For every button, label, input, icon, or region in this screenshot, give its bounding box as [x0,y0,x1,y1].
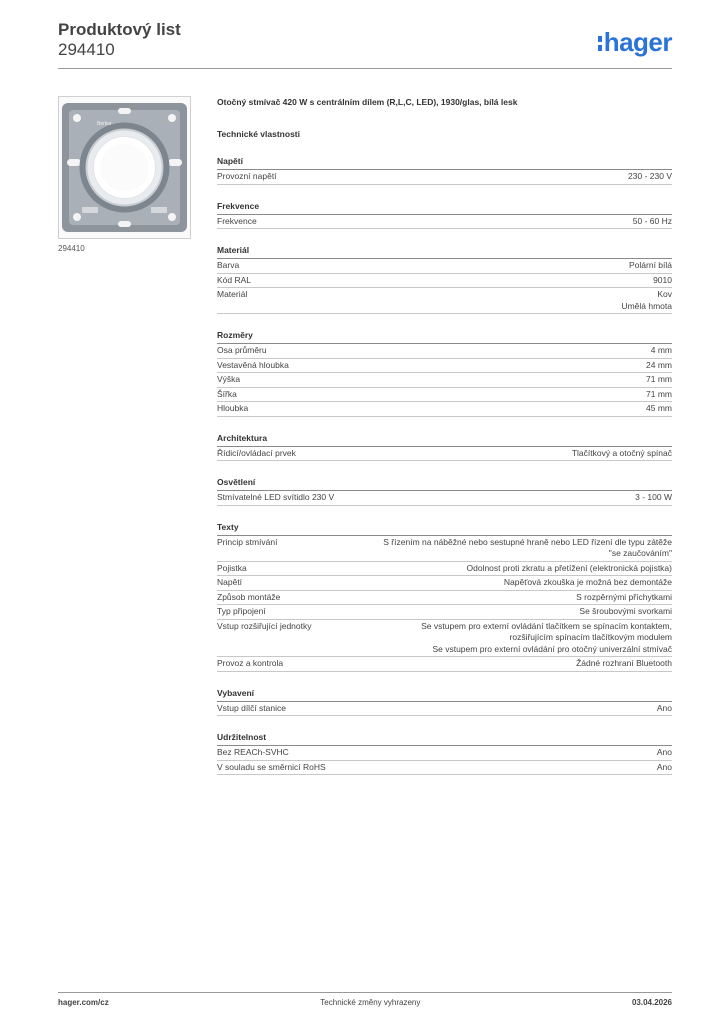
spec-section [217,476,672,506]
spec-value-line: 4 mm [650,345,672,355]
spec-value-line: 45 mm [646,403,672,413]
spec-value-line: 24 mm [646,359,672,370]
spec-value-line: Ano [656,761,672,772]
spec-row [217,288,672,314]
brand-print: Berker [97,121,112,127]
spec-label: Princip stmívání [217,536,278,547]
footer-notice: Technické změny vyhrazeny [320,998,421,1007]
footer-divider [58,992,672,993]
spec-value [301,360,672,372]
spec-value [289,171,672,183]
spec-row [217,388,672,403]
spec-value [301,747,672,759]
spec-value-line: "se zaučováním" [608,548,672,558]
spec-label: Stmívatelné LED svítidlo 230 V [217,492,335,502]
hager-logo [598,28,672,56]
spec-value-line: 9010 [653,274,672,285]
spec-value-line: rozšiřujícím spínacím tlačítkovým modulem [509,632,672,642]
spec-row [217,761,672,776]
spec-label: Napětí [217,577,243,587]
spec-row [217,605,672,620]
section-heading: Frekvence [217,200,672,215]
spec-value-line: Ano [656,702,672,713]
spec-row [217,359,672,374]
spec-value [308,448,672,460]
section-heading: Texty [217,521,672,536]
spec-value [289,537,672,560]
spec-value-line: Se šroubovými svorkami [579,606,672,616]
spec-row [217,591,672,606]
spec-label: Bez REACh-SVHC [217,747,289,757]
spec-label: Vstup dílčí stanice [217,702,286,713]
spec-label: Materiál [217,289,248,299]
spec-value-line: Se vstupem pro externí ovládání tlačítkem se spínacím kontaktem, [421,620,672,631]
spec-row [217,259,672,274]
spec-row [217,402,672,417]
spec-row [217,576,672,591]
spec-value [251,260,672,272]
spec-value [298,703,672,715]
spec-value-line: S rozpěrnými příchytkami [576,591,672,602]
spec-label: Vestavěná hloubka [217,359,289,370]
spec-value-line: 71 mm [646,388,672,399]
spec-value-line: Se vstupem pro externí ovládání pro otočný univerzální stmívač [432,643,672,654]
spec-label: Způsob montáže [217,591,281,602]
spec-row [217,344,672,359]
dimmer-illustration-icon [59,97,190,238]
spec-row [217,447,672,462]
spec-row [217,170,672,185]
spec-value-line: Umělá hmota [621,300,672,311]
spec-sections [217,155,672,775]
spec-value [278,606,672,618]
spec-value [269,216,672,228]
spec-row [217,215,672,230]
spec-value-line: 3 - 100 W [635,492,672,502]
spec-value [263,275,672,287]
spec-value [338,762,672,774]
section-heading: Rozměry [217,329,672,344]
spec-section [217,155,672,185]
spec-label: Šířka [217,388,237,399]
spec-label: Kód RAL [217,274,252,285]
spec-label: Hloubka [217,403,249,413]
logo-mark-icon [598,36,602,51]
spec-value [249,389,672,401]
section-heading: Architektura [217,432,672,447]
spec-label: Barva [217,260,240,270]
spec-value [254,577,672,589]
spec-section [217,731,672,775]
spec-value [279,345,672,357]
spec-value-line: 71 mm [646,374,672,384]
spec-section [217,329,672,417]
spec-value [260,403,672,415]
spec-section [217,200,672,230]
spec-value-line: S řízením na náběžné nebo sestupné hraně nebo LED řízení dle typu zátěže [383,536,672,547]
spec-row [217,657,672,672]
section-heading: Osvětlení [217,476,672,491]
spec-section [217,687,672,717]
spec-value-line: Kov [657,289,672,299]
spec-row [217,491,672,506]
page-title: Produktový list [58,20,181,39]
spec-value [323,621,672,656]
spec-value [259,563,672,575]
spec-label: Typ připojení [217,606,266,616]
page-footer [58,998,672,1007]
spec-value-line: 50 - 60 Hz [632,215,672,226]
spec-value-line: Polární bílá [629,260,672,270]
spec-value-line: Odolnost proti zkratu a přetížení (elektronická pojistka) [466,562,672,573]
spec-row [217,620,672,658]
spec-label: Provozní napětí [217,171,277,181]
section-heading: Materiál [217,244,672,259]
spec-row [217,274,672,289]
spec-label: Vstup rozšiřující jednotky [217,620,312,631]
spec-value [292,592,672,604]
spec-row [217,746,672,761]
spec-label: V souladu se směrnicí RoHS [217,761,326,772]
spec-value-line: Tlačítkový a otočný spínač [571,447,672,458]
footer-website[interactable]: hager.com/cz [58,998,109,1007]
spec-label: Řídicí/ovládací prvek [217,447,296,458]
page-header [58,20,672,68]
spec-value [295,658,672,670]
section-heading: Vybavení [217,687,672,702]
spec-row [217,373,672,388]
image-caption: 294410 [58,244,85,253]
spec-value-line: Ano [656,747,672,757]
spec-value-line: Napěťová zkouška je možná bez demontáže [503,577,672,587]
spec-value [346,492,672,504]
section-heading: Udržitelnost [217,731,672,746]
section-heading: Napětí [217,155,672,170]
spec-label: Frekvence [217,215,257,226]
spec-label: Osa průměru [217,345,267,355]
spec-value [252,374,672,386]
spec-section [217,244,672,314]
spec-label: Výška [217,374,241,384]
footer-date: 03.04.2026 [631,998,672,1007]
spec-value-line: Žádné rozhraní Bluetooth [576,658,672,668]
spec-section [217,432,672,462]
spec-label: Pojistka [217,562,247,573]
spec-value [259,289,672,312]
spec-section [217,521,672,672]
spec-row [217,702,672,717]
header-divider [58,68,672,69]
spec-label: Provoz a kontrola [217,658,284,668]
spec-row [217,536,672,562]
spec-value-line: 230 - 230 V [628,171,672,181]
spec-subtitle: Technické vlastnosti [217,129,300,139]
spec-row [217,562,672,577]
product-image [58,96,191,239]
product-title: Otočný stmívač 420 W s centrálním dílem (R,L,C, LED), 1930/glas, bílá lesk [217,97,518,107]
spec-content [217,96,672,775]
logo-text: hager [603,27,672,57]
product-number: 294410 [58,40,115,59]
